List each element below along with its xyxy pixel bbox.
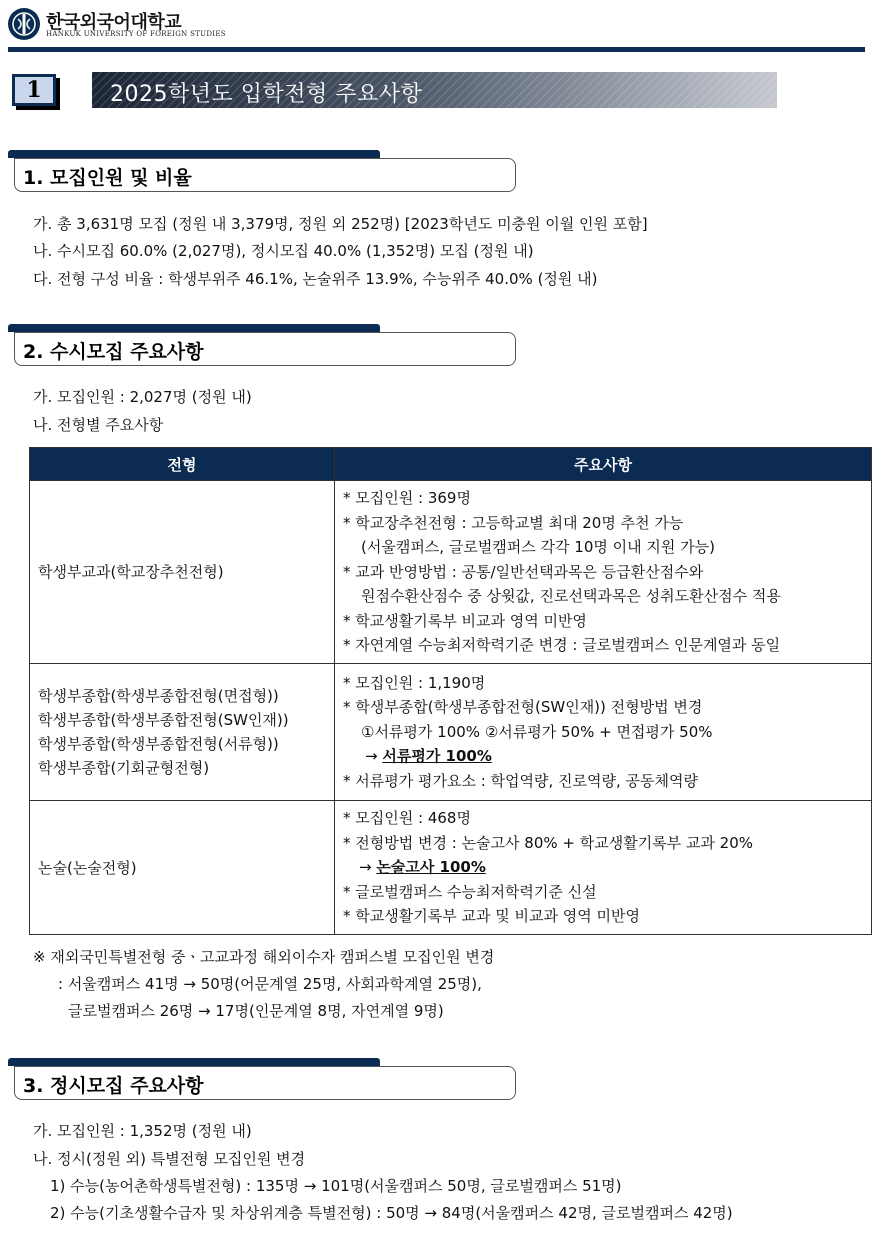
page-title-band — [92, 72, 777, 108]
table-cell-details — [335, 664, 872, 801]
arrow-icon: → — [359, 858, 377, 877]
detail-bullet: * 학교생활기록부 교과 및 비교과 영역 미반영 — [343, 907, 640, 926]
table-cell-type — [30, 801, 335, 935]
note-line-2: : 서울캠퍼스 41명 → 50명(어문계열 25명, 사회과학계열 25명), — [58, 975, 482, 993]
detail-continuation: 원점수환산점수 중 상윗값, 진로선택과목은 성취도환산점수 적용 — [361, 587, 781, 606]
chapter-number: 1 — [15, 77, 53, 103]
detail-bullet: * 전형방법 변경 : 논술고사 80% + 학교생활기록부 교과 20% — [343, 833, 754, 852]
section-2-line-2: 나. 전형별 주요사항 — [33, 416, 164, 434]
detail-bullet: * 모집인원 : 468명 — [343, 809, 471, 828]
section-3-header — [14, 1066, 516, 1100]
detail-continuation: ①서류평가 100% ②서류평가 50% + 면접평가 50% — [361, 722, 713, 741]
detail-bullet: * 학교장추천전형 : 고등학교별 최대 20명 추천 가능 — [343, 513, 684, 532]
section-1-header — [14, 158, 516, 192]
section-2-accent-bar — [8, 324, 380, 332]
changed-value: 서류평가 100% — [382, 747, 492, 766]
detail-bullet: * 글로벌캠퍼스 수능최저학력기준 신설 — [343, 882, 597, 901]
admission-type-label: 학생부종합(학생부종합전형(서류형)) — [38, 735, 279, 753]
table-header-details: 주요사항 — [335, 448, 872, 481]
admission-type-label: 학생부종합(학생부종합전형(면접형)) — [38, 687, 279, 705]
section-3-accent-bar — [8, 1058, 380, 1066]
note-line-3: 글로벌캠퍼스 26명 → 17명(인문계열 8명, 자연계열 9명) — [68, 1002, 444, 1020]
table-row — [30, 481, 872, 664]
university-name-korean: 한국외국어대학교 — [46, 12, 182, 33]
table-header-row — [30, 448, 872, 481]
section-1-line-1: 가. 총 3,631명 모집 (정원 내 3,379명, 정원 외 252명) [2023학년도 미충원 이월 인원 포함] — [33, 215, 648, 233]
section-1-line-3: 다. 전형 구성 비율 : 학생부위주 46.1%, 논술위주 13.9%, 수능위주 40.0% (정원 내) — [33, 270, 598, 288]
university-logo — [8, 8, 40, 40]
section-1-line-2: 나. 수시모집 60.0% (2,027명), 정시모집 40.0% (1,352명) 모집 (정원 내) — [33, 242, 534, 260]
detail-bullet: * 모집인원 : 1,190명 — [343, 673, 486, 692]
section-3-line-1: 가. 모집인원 : 1,352명 (정원 내) — [33, 1122, 252, 1140]
header-divider — [8, 47, 865, 52]
section-3-line-3: 1) 수능(농어촌학생특별전형) : 135명 → 101명(서울캠퍼스 50명, 글로벌캠퍼스 51명) — [50, 1177, 622, 1195]
section-3-line-2: 나. 정시(정원 외) 특별전형 모집인원 변경 — [33, 1150, 306, 1168]
table-cell-details — [335, 481, 872, 664]
section-1-accent-bar — [8, 150, 380, 158]
detail-change-result — [343, 855, 865, 880]
section-3-heading: 3. 정시모집 주요사항 — [23, 1075, 204, 1097]
admission-type-label: 논술(논술전형) — [38, 858, 137, 877]
chapter-number-box — [12, 74, 56, 106]
university-name-english: HANKUK UNIVERSITY OF FOREIGN STUDIES — [46, 30, 226, 38]
table-cell-details — [335, 801, 872, 935]
note-line-1: ※ 재외국민특별전형 중ㆍ고교과정 해외이수자 캠퍼스별 모집인원 변경 — [33, 948, 495, 966]
detail-bullet: * 학생부종합(학생부종합전형(SW인재)) 전형방법 변경 — [343, 698, 703, 717]
table-row — [30, 801, 872, 935]
table-cell-type — [30, 664, 335, 801]
detail-bullet: * 자연계열 수능최저학력기준 변경 : 글로벌캠퍼스 인문계열과 동일 — [343, 636, 781, 655]
section-2-header — [14, 332, 516, 366]
susi-admission-table — [29, 447, 872, 935]
table-header-type: 전형 — [30, 448, 335, 481]
detail-change-result — [343, 744, 865, 769]
university-emblem-icon — [8, 8, 40, 40]
section-2-line-1: 가. 모집인원 : 2,027명 (정원 내) — [33, 388, 252, 406]
section-2-heading: 2. 수시모집 주요사항 — [23, 341, 204, 363]
section-3-line-4: 2) 수능(기초생활수급자 및 차상위계층 특별전형) : 50명 → 84명(서울캠퍼스 42명, 글로벌캠퍼스 42명) — [50, 1204, 733, 1222]
detail-continuation: (서울캠퍼스, 글로벌캠퍼스 각각 10명 이내 지원 가능) — [361, 538, 715, 557]
arrow-icon: → — [365, 747, 383, 766]
table-cell-type — [30, 481, 335, 664]
admission-type-label: 학생부교과(학교장추천전형) — [38, 563, 224, 581]
detail-bullet: * 서류평가 평가요소 : 학업역량, 진로역량, 공동체역량 — [343, 771, 698, 790]
page-title: 2025학년도 입학전형 주요사항 — [110, 82, 423, 107]
table-row — [30, 664, 872, 801]
detail-bullet: * 모집인원 : 369명 — [343, 489, 471, 508]
admission-type-label: 학생부종합(학생부종합전형(SW인재)) — [38, 711, 289, 729]
admission-type-label: 학생부종합(기회균형전형) — [38, 759, 210, 777]
changed-value: 논술고사 100% — [376, 858, 486, 877]
detail-bullet: * 학교생활기록부 비교과 영역 미반영 — [343, 611, 587, 630]
detail-bullet: * 교과 반영방법 : 공통/일반선택과목은 등급환산점수와 — [343, 562, 704, 581]
section-1-heading: 1. 모집인원 및 비율 — [23, 167, 192, 189]
